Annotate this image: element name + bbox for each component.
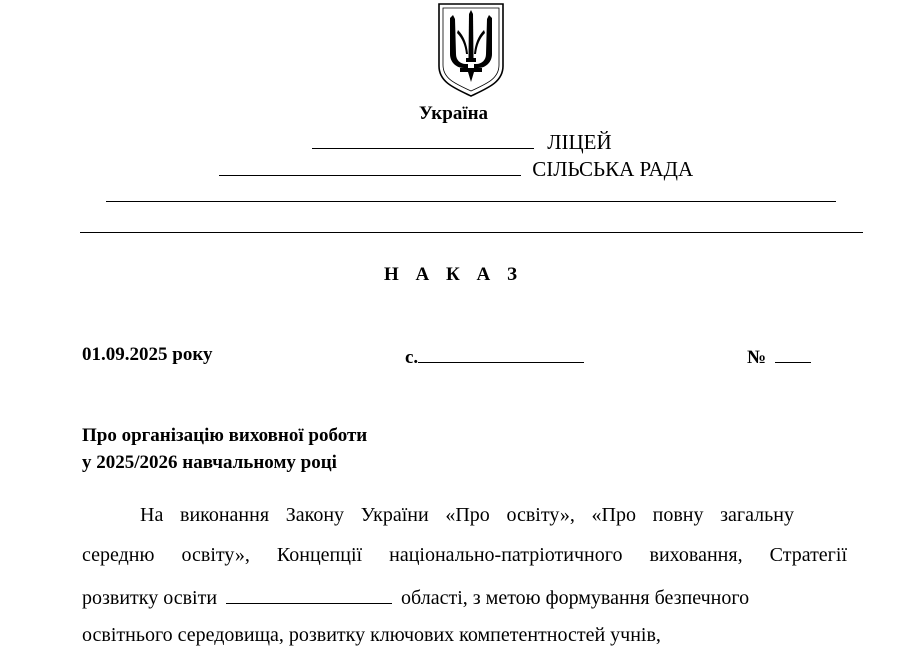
lyceum-label: ЛІЦЕЙ: [547, 130, 612, 154]
lyceum-line: [312, 130, 612, 155]
body-line-4: освітнього середовища, розвитку ключових компетентностей учнів,: [82, 624, 661, 646]
lyceum-name-blank: [312, 130, 534, 149]
number-blank: [775, 344, 811, 363]
number-prefix: №: [747, 347, 767, 368]
document-date: 01.09.2025 року: [82, 344, 213, 365]
council-name-blank: [219, 157, 521, 176]
council-label: СІЛЬСЬКА РАДА: [532, 157, 694, 181]
header-divider: [80, 232, 863, 233]
document-place: [405, 344, 584, 369]
body-line-3-end: області, з метою формування безпечного: [401, 587, 750, 609]
body-line-2: середню освіту», Концепції національно-патріотичного виховання, Стратегії: [82, 544, 847, 566]
document-number: [747, 344, 811, 369]
subject-line-1: Про організацію виховної роботи: [82, 425, 368, 446]
body-line-1: На виконання Закону України «Про освіту», «Про повну загальну: [140, 504, 794, 526]
address-blank-line: [106, 201, 836, 202]
body-line-3: [82, 585, 820, 610]
subject-line-2: у 2025/2026 навчальному році: [82, 452, 337, 473]
region-blank: [226, 585, 392, 604]
coat-of-arms-icon: [436, 2, 506, 98]
place-blank: [418, 344, 584, 363]
place-prefix: с.: [405, 347, 419, 368]
body-line-3-start: розвитку освіти: [82, 587, 218, 609]
country-name: Україна: [418, 103, 489, 124]
council-line: [219, 157, 693, 182]
document-type-title: Н А К А З: [383, 264, 524, 285]
